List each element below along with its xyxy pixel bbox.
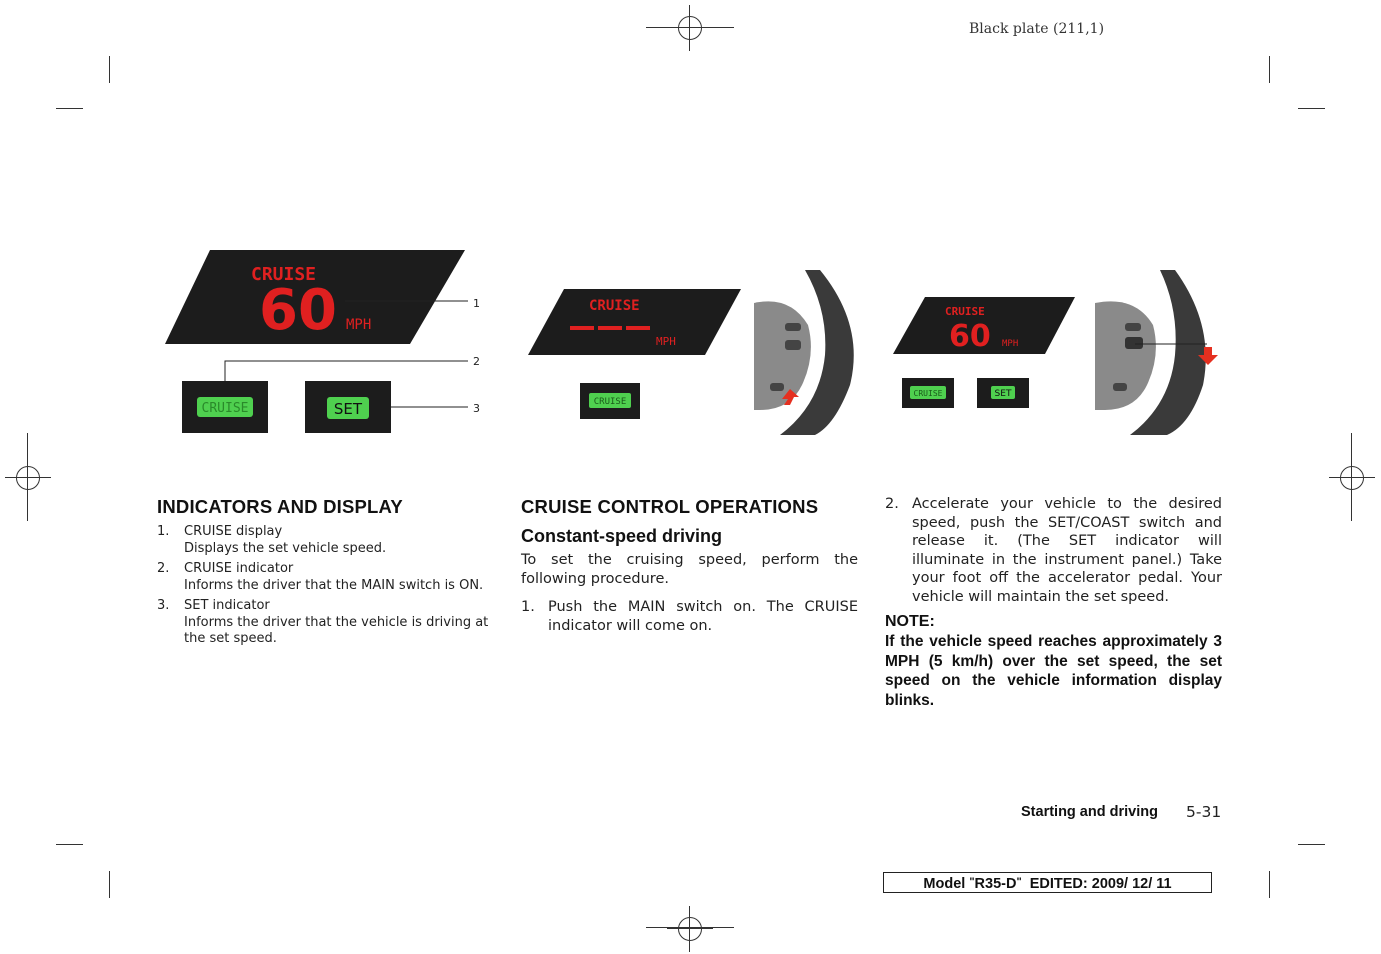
note-text: If the vehicle speed reaches approximately 3 MPH (5 km/h) over the set speed, the set speed on the vehicle information display blinks. xyxy=(885,633,1222,709)
speed-dash xyxy=(570,326,594,330)
indicator-list xyxy=(157,524,495,648)
item-number: 3. xyxy=(157,598,170,613)
registration-mark xyxy=(646,27,734,28)
callout-number: 1 xyxy=(473,297,480,310)
registration-mark xyxy=(667,5,713,51)
edited-date: EDITED: 2009/ 12/ 11 xyxy=(1029,876,1172,892)
step-number: 1. xyxy=(521,599,535,615)
crop-mark xyxy=(56,844,83,845)
switch-button xyxy=(785,340,801,350)
operations-intro: To set the cruising speed, perform the following procedure. xyxy=(521,552,858,587)
registration-mark xyxy=(1351,433,1352,521)
crop-mark xyxy=(1298,844,1325,845)
page-number: 5-31 xyxy=(1186,803,1222,821)
registration-mark xyxy=(667,906,713,952)
step-text: Accelerate your vehicle to the desired speed, push the SET/COAST switch and release it. (The SET indicator will illuminate in the instrument panel.) Take your foot off the accelerator pedal. Your vehicle will maintain the set speed. xyxy=(912,496,1222,605)
cruise-indicator-label: CRUISE xyxy=(201,401,249,416)
cruise-display-label: CRUISE xyxy=(251,264,317,285)
callout-number: 2 xyxy=(473,355,480,368)
operations-continued xyxy=(885,495,1222,710)
step-1 xyxy=(521,598,858,635)
crop-mark xyxy=(1269,56,1270,83)
set-indicator-label: SET xyxy=(994,389,1012,399)
switch-button xyxy=(770,383,784,391)
speed-dash xyxy=(598,326,622,330)
crop-mark xyxy=(109,56,110,83)
registration-mark xyxy=(5,455,51,501)
indicators-section xyxy=(157,496,495,652)
cruise-display-unit: MPH xyxy=(656,335,676,348)
callout-number: 3 xyxy=(473,402,480,415)
item-title: SET indicator xyxy=(184,598,270,613)
switch-button xyxy=(1125,337,1143,349)
item-number: 2. xyxy=(157,561,170,576)
crop-mark xyxy=(109,871,110,898)
item-desc: Informs the driver that the vehicle is driving at the set speed. xyxy=(184,614,489,646)
operations-section xyxy=(521,496,858,635)
model-code: R35-D xyxy=(974,876,1017,892)
cruise-on-figure xyxy=(520,265,865,440)
step-2 xyxy=(885,495,1222,606)
cruise-indicator-label: CRUISE xyxy=(913,389,943,398)
registration-mark xyxy=(27,433,28,521)
item-desc: Displays the set vehicle speed. xyxy=(184,540,387,556)
note-heading: NOTE: xyxy=(885,613,935,630)
steering-hub xyxy=(754,301,811,410)
item-number: 1. xyxy=(157,524,170,539)
set-indicator-label: SET xyxy=(333,400,363,418)
switch-button xyxy=(1125,323,1141,331)
operations-heading: CRUISE CONTROL OPERATIONS xyxy=(521,496,819,517)
operations-subheading: Constant-speed driving xyxy=(521,526,723,546)
cruise-indicator-label: CRUISE xyxy=(593,397,627,407)
model-info-box: Model "R35-D" EDITED: 2009/ 12/ 11 xyxy=(883,872,1212,893)
crop-mark xyxy=(1269,871,1270,898)
item-desc: Informs the driver that the MAIN switch is ON. xyxy=(184,577,484,593)
cruise-display-speed: 60 xyxy=(949,319,991,354)
cruise-display-label: CRUISE xyxy=(945,305,985,318)
footer-section: Starting and driving xyxy=(1021,804,1158,820)
cruise-display-label: CRUISE xyxy=(589,298,640,314)
indicator-display-figure xyxy=(155,240,500,450)
step-number: 2. xyxy=(885,496,899,512)
plate-label: Black plate (211,1) xyxy=(969,21,1105,37)
list-item xyxy=(157,524,495,557)
crop-mark xyxy=(1298,108,1325,109)
indicators-heading: INDICATORS AND DISPLAY xyxy=(157,496,403,517)
registration-mark xyxy=(646,927,734,928)
item-title: CRUISE display xyxy=(184,524,283,539)
switch-button xyxy=(1113,383,1127,391)
cruise-display-speed: 60 xyxy=(259,278,337,343)
step-text: Push the MAIN switch on. The CRUISE indicator will come on. xyxy=(548,599,858,634)
speed-dash xyxy=(626,326,650,330)
cruise-display-unit: MPH xyxy=(346,317,372,333)
crop-mark xyxy=(56,108,83,109)
switch-button xyxy=(785,323,801,331)
registration-mark xyxy=(1329,455,1375,501)
item-title: CRUISE indicator xyxy=(184,561,294,576)
model-prefix: Model xyxy=(923,876,966,892)
callout-line xyxy=(225,361,468,383)
speed-set-figure xyxy=(885,265,1230,440)
steering-hub xyxy=(1095,301,1156,410)
list-item xyxy=(157,561,495,594)
list-item xyxy=(157,598,495,648)
cruise-display-unit: MPH xyxy=(1002,339,1019,349)
